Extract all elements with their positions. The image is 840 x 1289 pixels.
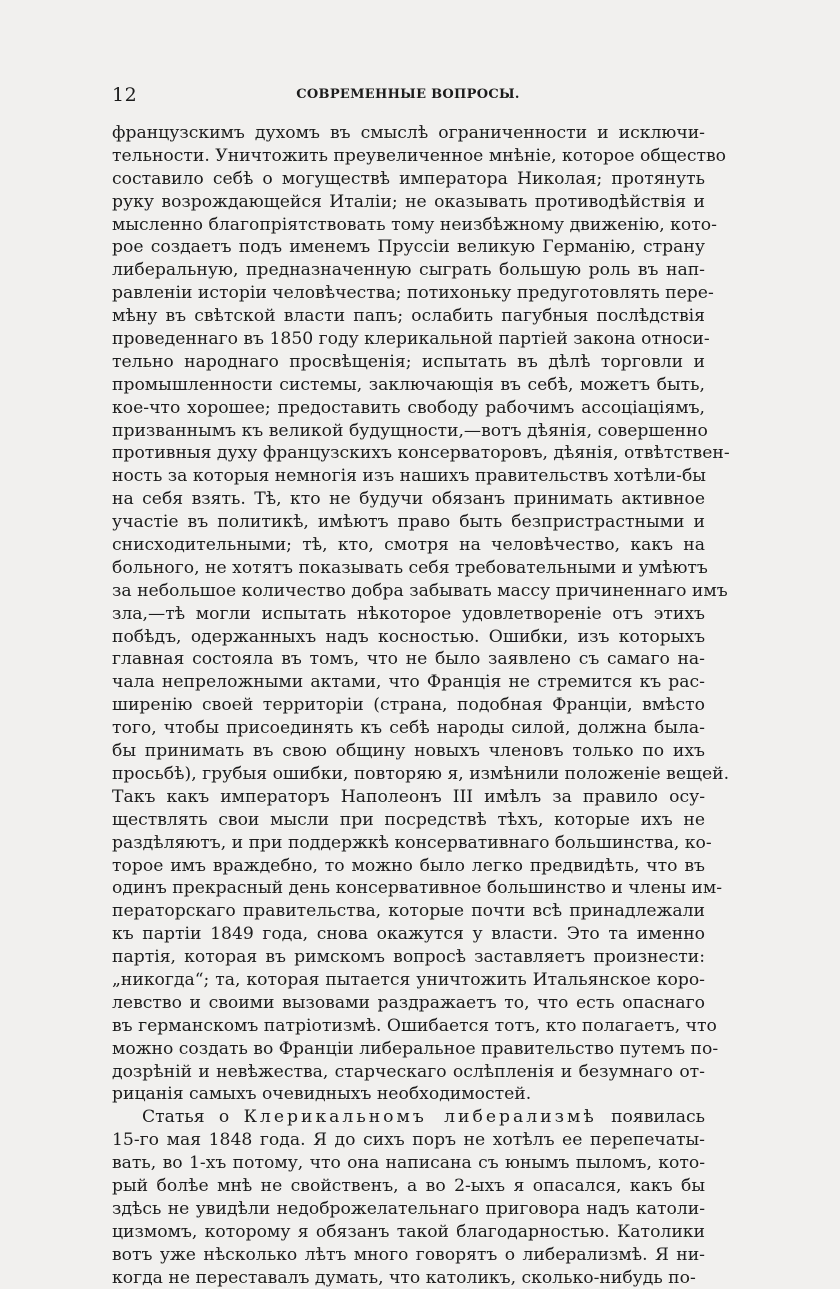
paragraph-2-lead: Статья о: [142, 1107, 230, 1128]
text-line: когда не переставалъ думать, что католикъ, сколько-нибудь по-: [112, 1267, 696, 1288]
text-line: на себя взять. Тѣ, кто не будучи обязанъ принимать активное: [112, 489, 705, 510]
text-line: зла,—тѣ могли испытать нѣкоторое удовлетвореніе отъ этихъ: [112, 603, 705, 624]
text-line: противныя духу французскихъ консерваторовъ, дѣянія, отвѣтствен-: [112, 443, 730, 464]
text-line: за небольшое количество добра забывать массу причиненнаго имъ: [112, 580, 728, 601]
text-line: проведеннаго въ 1850 году клерикальной партіей закона относи-: [112, 329, 710, 350]
text-line: одинъ прекрасный день консервативное большинство и члены им-: [112, 878, 723, 899]
text-line: цизмомъ, которому я обязанъ такой благодарностью. Католики: [112, 1221, 705, 1242]
text-line: побѣдъ, одержанныхъ надъ косностью. Ошибки, изъ которыхъ: [112, 626, 705, 647]
text-line: тельности. Уничтожить преувеличенное мнѣніе, которое общество: [112, 145, 726, 166]
text-line: промышленности системы, заключающія въ себѣ, можетъ быть,: [112, 374, 705, 395]
text-line: Такъ какъ императоръ Наполеонъ III имѣлъ за правило осу-: [112, 786, 705, 807]
text-line: снисходительными; тѣ, кто, смотря на человѣчество, какъ на: [112, 535, 705, 556]
text-line: участіе въ политикѣ, имѣютъ право быть безпристрастными и: [112, 512, 705, 533]
text-line: вать, во 1-хъ потому, что она написана съ юнымъ пыломъ, кото-: [112, 1153, 705, 1174]
text-line: рицанія самыхъ очевидныхъ необходимостей.: [112, 1084, 532, 1105]
text-line: мысленно благопріятствовать тому неизбѣжному движенію, кото-: [112, 214, 717, 235]
text-line: вотъ уже нѣсколько лѣтъ много говорятъ о либерализмѣ. Я ни-: [112, 1244, 705, 1265]
paragraph-2-tail: появилась: [611, 1107, 705, 1128]
text-line: къ партіи 1849 года, снова окажутся у власти. Это та именно: [112, 924, 705, 945]
text-line: ширенію своей территоріи (страна, подобная Франціи, вмѣсто: [112, 695, 705, 716]
page-header: [112, 84, 704, 108]
running-title: СОВРЕМЕННЫЕ ВОПРОСЫ.: [296, 87, 520, 102]
text-line: раздѣляютъ, и при поддержкѣ консервативнаго большинства, ко-: [112, 832, 712, 853]
text-line: тельно народнаго просвѣщенія; испытать въ дѣлѣ торговли и: [112, 351, 705, 372]
text-line: рое создаетъ подъ именемъ Пруссіи великую Германію, страну: [112, 237, 705, 258]
text-line: рый болѣе мнѣ не свойственъ, а во 2-ыхъ я опасался, какъ бы: [112, 1175, 705, 1196]
text-line: руку возрождающейся Италіи; не оказывать противодѣйствія и: [112, 191, 705, 212]
text-line: торое имъ враждебно, то можно было легко предвидѣть, что въ: [112, 855, 705, 876]
text-line: [112, 1106, 705, 1129]
text-line: призваннымъ къ великой будущности,—вотъ дѣянія, совершенно: [112, 420, 708, 441]
text-line: французскимъ духомъ въ смыслѣ ограниченности и исключи-: [112, 123, 705, 143]
article-title-spaced: Клерикальномъ либерализмѣ: [243, 1107, 597, 1128]
text-line: либеральную, предназначенную сыграть большую роль въ нап-: [112, 260, 705, 281]
text-line: 15-го мая 1848 года. Я до сихъ поръ не хотѣлъ ее перепечаты-: [112, 1130, 705, 1151]
body-text: [112, 122, 730, 1289]
text-line: главная состояла въ томъ, что не было заявлено съ самаго на-: [112, 649, 705, 670]
text-line: больного, не хотятъ показывать себя требовательными и умѣютъ: [112, 557, 708, 578]
text-line: партія, которая въ римскомъ вопросѣ заставляетъ произнести:: [112, 947, 705, 968]
text-line: ператорскаго правительства, которые почти всѣ принадлежали: [112, 901, 705, 922]
text-line: можно создать во Франціи либеральное правительство путемъ по-: [112, 1038, 719, 1059]
text-line: кое-что хорошее; предоставить свободу рабочимъ ассоціаціямъ,: [112, 397, 705, 418]
text-line: „никогда“; та, которая пытается уничтожить Итальянское коро-: [112, 969, 705, 990]
text-line: дозрѣній и невѣжества, старческаго ослѣпленія и безумнаго от-: [112, 1061, 705, 1082]
paragraph-2: [112, 1129, 705, 1289]
text-line: составило себѣ о могуществѣ императора Николая; протянуть: [112, 168, 705, 189]
text-line: равленіи исторіи человѣчества; потихоньку предуготовлять пере-: [112, 283, 714, 304]
text-line: ществлять свои мысли при посредствѣ тѣхъ, которые ихъ не: [112, 809, 705, 830]
paragraph-1: [112, 122, 730, 1106]
text-line: здѣсь не увидѣли недоброжелательнаго приговора надъ католи-: [112, 1198, 705, 1219]
text-line: чала непреложными актами, что Франція не стремится къ рас-: [112, 672, 705, 693]
text-line: ность за которыя немногія изъ нашихъ правительствъ хотѣли-бы: [112, 466, 706, 487]
text-line: мѣну въ свѣтской власти папъ; ослабить пагубныя послѣдствія: [112, 306, 705, 327]
text-line: того, чтобы присоединять къ себѣ народы силой, должна была-: [112, 718, 705, 739]
text-line: бы принимать въ свою общину новыхъ членовъ только по ихъ: [112, 741, 705, 762]
text-line: въ германскомъ патріотизмѣ. Ошибается тотъ, кто полагаетъ, что: [112, 1015, 717, 1036]
text-line: левство и своими вызовами раздражаетъ то, что есть опаснаго: [112, 992, 705, 1013]
page-number: 12: [112, 84, 138, 106]
text-line: просьбѣ), грубыя ошибки, повторяю я, измѣнили положеніе вещей.: [112, 763, 730, 784]
